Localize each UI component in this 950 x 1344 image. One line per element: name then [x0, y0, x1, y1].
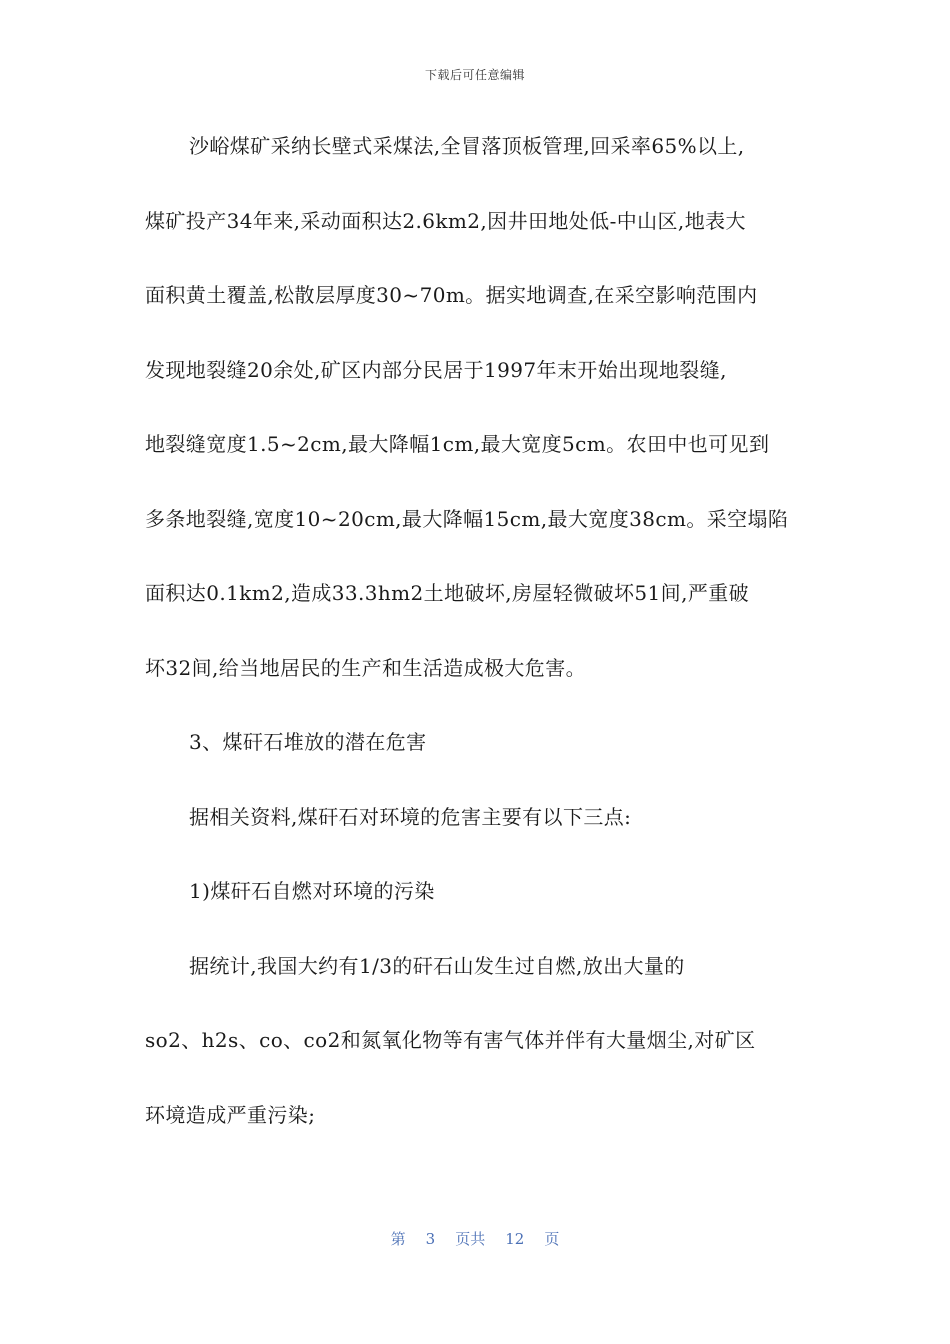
document-body: [145, 124, 815, 1167]
section-heading: 3、煤矸石堆放的潜在危害: [189, 730, 427, 754]
paragraph-line-8: 坏32间,给当地居民的生产和生活造成极大危害。: [145, 655, 587, 680]
paragraph-line-3: 面积黄土覆盖,松散层厚度30~70m。据实地调查,在采空影响范围内: [145, 283, 758, 307]
paragraph-line-4: 发现地裂缝20余处,矿区内部分民居于1997年末开始出现地裂缝,: [145, 357, 727, 382]
page-footer: [0, 1228, 950, 1249]
footer-suffix: 页: [544, 1230, 560, 1248]
footer-current-page: 3: [425, 1230, 436, 1248]
page-header: 下载后可任意编辑: [424, 68, 525, 82]
footer-total-pages: 12: [505, 1230, 525, 1248]
paragraph-line-1: 沙峪煤矿采纳长壁式采煤法,全冒落顶板管理,回采率65%以上,: [189, 134, 745, 158]
paragraph-line-13: so2、h2s、co、co2和氮氧化物等有害气体并伴有大量烟尘,对矿区: [145, 1028, 756, 1052]
paragraph-line-14: 环境造成严重污染;: [145, 1102, 316, 1127]
paragraph-intro: 据相关资料,煤矸石对环境的危害主要有以下三点:: [189, 804, 632, 829]
paragraph-line-12: 据统计,我国大约有1/3的矸石山发生过自燃,放出大量的: [189, 953, 685, 978]
paragraph-line-2: 煤矿投产34年来,采动面积达2.6km2,因井田地处低-中山区,地表大: [145, 208, 746, 233]
subsection-heading: 1)煤矸石自燃对环境的污染: [189, 879, 435, 903]
footer-prefix: 第: [390, 1230, 406, 1248]
paragraph-line-7: 面积达0.1km2,造成33.3hm2土地破坏,房屋轻微破坏51间,严重破: [145, 581, 750, 605]
paragraph-line-6: 多条地裂缝,宽度10~20cm,最大降幅15cm,最大宽度38cm。采空塌陷: [145, 506, 789, 531]
paragraph-line-5: 地裂缝宽度1.5~2cm,最大降幅1cm,最大宽度5cm。农田中也可见到: [145, 432, 770, 456]
footer-middle: 页共: [455, 1230, 486, 1248]
